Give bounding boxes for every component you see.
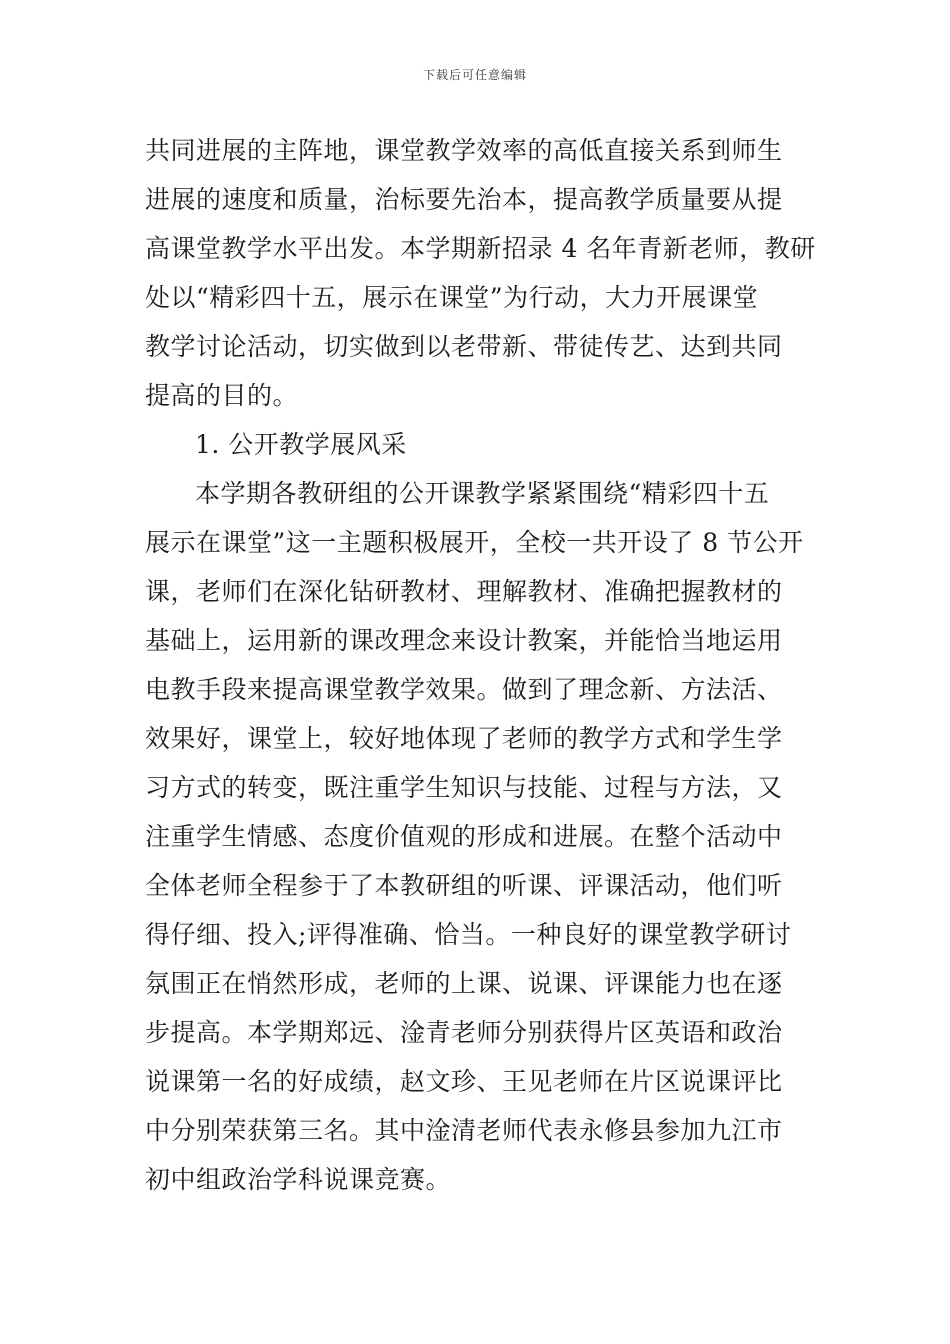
paragraph-line: 注重学生情感、态度价值观的形成和进展。在整个活动中: [145, 822, 783, 851]
paragraph-line: 高课堂教学水平出发。本学期新招录 4 名年青新老师，教研: [145, 234, 816, 263]
paragraph-line: 展示在课堂”这一主题积极展开，全校一共开设了 8 节公开: [145, 528, 804, 557]
paragraph-line: 中分别荣获第三名。其中淦清老师代表永修县参加九江市: [145, 1116, 783, 1145]
paragraph-line: 共同进展的主阵地，课堂教学效率的高低直接关系到师生: [145, 136, 783, 165]
paragraph-line: 氛围正在悄然形成，老师的上课、说课、评课能力也在逐: [145, 969, 783, 998]
section-heading: 1. 公开教学展风采: [195, 430, 407, 459]
paragraph-line: 习方式的转变，既注重学生知识与技能、过程与方法，又: [145, 773, 783, 802]
page-header: 下载后可任意编辑: [422, 68, 527, 82]
paragraph-line: 得仔细、投入;评得准确、恰当。一种良好的课堂教学研讨: [145, 920, 792, 949]
paragraph-line: 电教手段来提高课堂教学效果。做到了理念新、方法活、: [145, 675, 783, 704]
paragraph-line: 处以“精彩四十五，展示在课堂”为行动，大力开展课堂: [145, 283, 759, 312]
paragraph-line: 步提高。本学期郑远、淦青老师分别获得片区英语和政治: [145, 1018, 783, 1047]
document-body: [145, 126, 816, 1204]
paragraph-line: 基础上，运用新的课改理念来设计教案，并能恰当地运用: [145, 626, 783, 655]
paragraph-line: 提高的目的。: [145, 381, 299, 410]
paragraph-line: 课，老师们在深化钻研教材、理解教材、准确把握教材的: [145, 577, 783, 606]
paragraph-line: 初中组政治学科说课竞赛。: [145, 1165, 452, 1194]
paragraph-line: 本学期各教研组的公开课教学紧紧围绕“精彩四十五: [195, 479, 770, 508]
paragraph-line: 说课第一名的好成绩，赵文珍、王见老师在片区说课评比: [145, 1067, 783, 1096]
paragraph-line: 全体老师全程参于了本教研组的听课、评课活动，他们听: [145, 871, 783, 900]
paragraph-line: 效果好，课堂上，较好地体现了老师的教学方式和学生学: [145, 724, 783, 753]
paragraph-line: 教学讨论活动，切实做到以老带新、带徒传艺、达到共同: [145, 332, 783, 361]
paragraph-line: 进展的速度和质量，治标要先治本，提高教学质量要从提: [145, 185, 783, 214]
